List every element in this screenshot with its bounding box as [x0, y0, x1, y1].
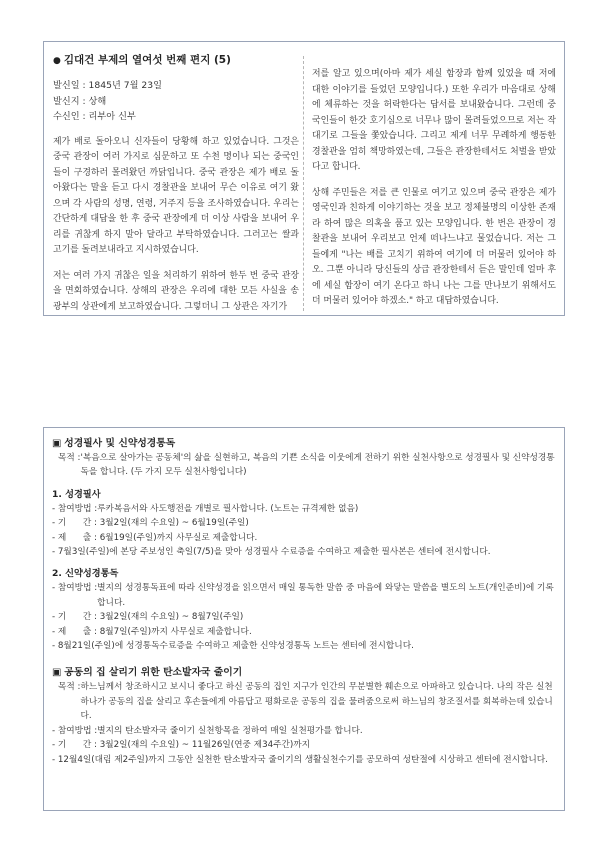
letter-paragraph: 상해 주민들은 저를 큰 인물로 여기고 있으며 중국 관장은 제가 영국인과 친하게 이야기하는 것을 보고 정체불명의 이상한 존재라 하여 많은 의혹을 품고 있는 모양입니다. 한 번은 관장이 경찰관을 보내어 우리보고 언제 떠나느냐고 물었습니다. 저는 그들에게 "나는 배를 고치기 위하여 여기에 더 머물러 있어야 하오. 그뿐 아니라 당신들의 상급 관장한테서 듣은 말인데 얼마 후에 세실 함장이 여기 온다고 하니 나는 그를 만나보기 위해서도 더 머물러 있어야 하겠소." 하고 대답하였습니다.: [312, 187, 556, 306]
list-note: - 8월21일(주일)에 성경통독수료증을 수여하고 제출한 신약성경통독 노트는 센터에 전시합니다.: [52, 641, 414, 652]
purpose-label: 목적 :: [58, 453, 81, 463]
list-item: [52, 610, 557, 624]
item-label: - 참여방법 :: [52, 583, 98, 594]
section-purpose: [52, 680, 557, 723]
subsection-title-reading: 2. 신약성경통독: [52, 568, 119, 580]
item-text: 별지의 탄소발자국 줄이기 실천항목을 정하여 매일 실천평가를 합니다.: [97, 725, 363, 736]
checkbox-square-icon: ▣: [52, 438, 62, 449]
letter-title: [53, 52, 299, 70]
notice-content: [52, 436, 557, 767]
item-label: - 참여방법 :: [52, 725, 98, 736]
item-label: - 기 간 :: [52, 518, 100, 529]
item-label: - 제 출 :: [52, 532, 100, 543]
item-text: 루카복음서와 사도행전을 개별로 필사합니다. (노트는 규격제한 없음): [97, 503, 359, 514]
list-item: [52, 502, 557, 516]
list-item: [52, 581, 557, 610]
purpose-label: 목적 :: [58, 682, 81, 693]
item-text: 별지의 성경통독표에 따라 신약성경을 읽으면서 매일 통독한 말씀 중 마음에 와닿는 말씀을 별도의 노트(개인준비)에 기록합니다.: [97, 583, 554, 608]
list-note: - 12월4일(대림 제2주일)까지 그동안 실천한 탄소발자국 줄이기의 생활실천수기를 공모하여 성탄절에 시상하고 센터에 전시합니다.: [52, 754, 548, 765]
subsection-title-transcription: 1. 성경필사: [52, 488, 101, 500]
item-label: - 참여방법 :: [52, 503, 98, 514]
section-title-carbon: [52, 665, 557, 680]
list-item: [52, 724, 557, 738]
list-item: [52, 516, 557, 530]
purpose-text: 하느님께서 창조하시고 보시니 좋다고 하신 공동의 집인 지구가 인간의 무분별한 훼손으로 아파하고 있습니다. 나의 작은 실천 하나가 공동의 집을 살리고 후손들에게 아름답고 평화로운 공동의 집을 물려줌으로써 하느님의 창조질서를 회복하는데 있습니다.: [80, 682, 553, 722]
letter-sent-date: 발신일 : 1845년 7월 23일: [53, 80, 162, 91]
item-text: 6월19일(주일)까지 사무실로 제출합니다.: [99, 532, 258, 543]
section-title-text: 공동의 집 살리기 위한 탄소발자국 줄이기: [64, 667, 243, 679]
item-text: 3월2일(재의 수요일) ~ 6월19일(주일): [99, 518, 249, 529]
list-item: [52, 738, 557, 752]
letter-box: [43, 41, 565, 316]
item-label: - 제 출 :: [52, 626, 100, 637]
column-divider: [303, 56, 304, 311]
item-label: - 기 간 :: [52, 740, 100, 751]
section-title-text: 성경필사 및 신약성경통독: [64, 438, 176, 449]
letter-left-column: [53, 52, 299, 315]
letter-meta: [53, 78, 299, 125]
list-note: - 7월3일(주일)에 본당 주보성인 축일(7/5)을 맞아 성경필사 수료증을 수여하고 제출한 필사본은 센터에 전시합니다.: [52, 547, 491, 558]
section-purpose: [52, 451, 557, 480]
letter-paragraph: 저는 여러 가지 귀찮은 일을 처리하기 위하여 한두 번 중국 관장을 면회하였습니다. 상해의 관장은 우리에 대한 모든 사실을 송광부의 상관에게 보고하였습니다. 그렇더니 그 상관은 자기가: [53, 270, 299, 312]
item-text: 3월2일(재의 수요일) ~ 8월7일(주일): [99, 612, 244, 623]
letter-title-text: 김대건 부제의 열여섯 번째 편지 (5): [63, 54, 231, 66]
checkbox-square-icon: ▣: [52, 667, 62, 679]
notice-box: [43, 427, 565, 811]
item-text: 8월7일(주일)까지 사무실로 제출합니다.: [99, 626, 252, 637]
letter-recipient: 수신인 : 리부아 신부: [53, 111, 136, 123]
letter-paragraph: 저를 알고 있으며(아마 제가 세실 함장과 함께 있었을 때 저에 대한 이야기를 들었던 모양입니다.) 또한 우리가 마음대로 상해에 체류하는 것을 허락한다는 답서를 보내왔습니다. 그런데 중국인들이 한갓 호기심으로 너무나 많이 몰려들었으므로 저는 작대기로 그들을 쫓았습니다. 그리고 제게 너무 무례하게 행동한 경찰관을 엄히 책망하였는데, 그들은 관장한테서도 처벌을 받았다고 합니다.: [312, 69, 556, 172]
list-item: [52, 625, 557, 639]
list-item: [52, 531, 557, 545]
letter-paragraph: 제가 배로 돌아오니 신자들이 당황해 하고 있었습니다. 그것은 중국 관장이 여러 가지로 심문하고 또 수천 명이나 되는 중국인들이 구경하러 몰려왔던 까닭입니다. 중국 관장은 제가 배로 돌아왔다는 말을 듣고 다시 경찰관을 보내어 무슨 이유로 여기 왔으며 각 사람의 성명, 연령, 거주지 등을 조사하였습니다. 우리는 간단하게 대답을 한 후 중국 관장에게 더 이상 사람을 보내어 우리를 귀찮게 하지 말아 달라고 부탁하였습니다. 그러고는 쌀과 고기를 돌려보내라고 지시하였습니다.: [53, 136, 299, 256]
bullet-icon: ●: [53, 56, 61, 66]
item-text: 3월2일(재의 수요일) ~ 11월26일(연중 제34주간)까지: [99, 740, 311, 751]
purpose-text: '복음으로 살아가는 공동체'의 삶을 실현하고, 복음의 기쁜 소식을 이웃에게 전하기 위한 실천사항으로 성경필사 및 신약성경통독을 합니다. (두 가지 모두 실천사항입니다): [80, 453, 555, 478]
item-label: - 기 간 :: [52, 612, 100, 623]
letter-sent-place: 발신지 : 상해: [53, 95, 107, 107]
letter-right-column: [312, 67, 556, 310]
section-title-bible: [52, 436, 557, 451]
